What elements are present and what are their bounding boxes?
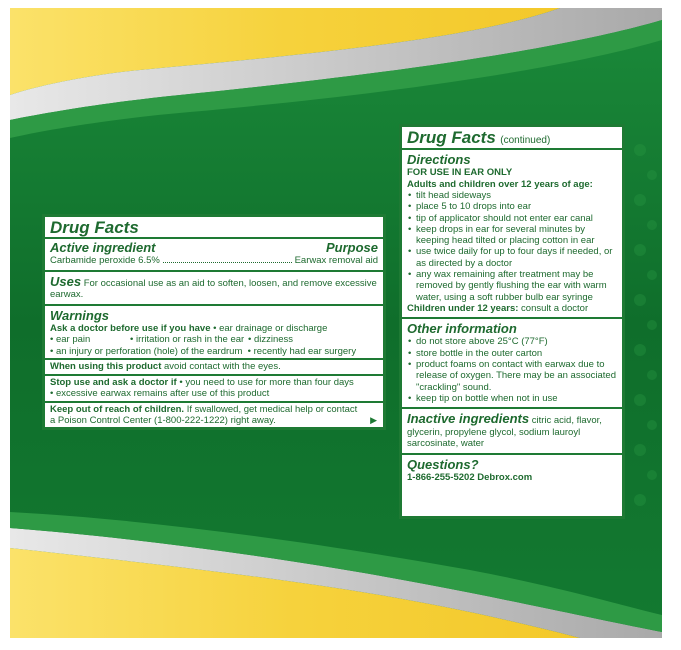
warnings-heading: Warnings — [50, 307, 109, 323]
directions-item: • tilt head sideways — [416, 190, 617, 201]
directions-list — [407, 190, 617, 303]
questions-section — [402, 455, 622, 487]
other-info-heading: Other information — [407, 321, 517, 337]
directions-item: • tip of applicator should not enter ear canal — [416, 213, 617, 224]
keep-out-text: If swallowed, get medical help or contact a Poison Control Center (1-800-222-1222) right away. — [50, 403, 358, 426]
ask-doctor-item: an injury or perforation (hole) of the eardrum — [55, 345, 243, 357]
warnings-section: Warnings Ask a doctor before use if you have • ear drainage or discharge • ear pain • irritation or rash in the ear • dizziness • an injury or perforation (hole) of the eardrum • recently had ear surgery — [45, 306, 383, 361]
stop-use-section: Stop use and ask a doctor if • you need to use for more than four days • excessive earwax remains after use of this product — [45, 376, 383, 403]
ask-doctor-item: irritation or rash in the ear — [135, 334, 245, 345]
left-drug-facts-panel — [42, 214, 386, 430]
directions-heading: Directions — [407, 152, 471, 167]
purpose-text: Earwax removal aid — [294, 255, 378, 266]
directions-item: • any wax remaining after treatment may be removed by gently flushing the ear with warm water, using a soft rubber bulb ear syringe — [416, 269, 617, 303]
inactive-ingredients-section — [402, 409, 622, 455]
other-info-list — [407, 336, 617, 404]
questions-heading: Questions? — [407, 456, 479, 472]
ask-doctor-item: ear drainage or discharge — [219, 322, 328, 334]
ask-doctor-item: dizziness — [253, 334, 294, 345]
inactive-heading: Inactive ingredients — [407, 411, 530, 427]
keep-out-label: Keep out of reach of children. — [50, 403, 185, 415]
stop-use-label: Stop use and ask a doctor if — [50, 376, 177, 388]
ask-doctor-item: ear pain — [55, 334, 91, 345]
ask-doctor-label: Ask a doctor before use if you have — [50, 322, 211, 334]
children-text: consult a doctor — [521, 302, 589, 314]
active-ingredient-heading: Active ingredient — [50, 240, 156, 255]
when-using-section — [45, 360, 383, 376]
inactive-text: citric acid, flavor, glycerin, propylene glycol, sodium lauroyl sarcosinate, water — [407, 415, 602, 450]
left-title: Drug Facts — [50, 218, 139, 237]
uses-section — [45, 272, 383, 306]
ingredient-text: Carbamide peroxide 6.5% — [50, 255, 160, 266]
continued-label: (continued) — [500, 135, 551, 146]
purpose-heading: Purpose — [325, 240, 378, 255]
continue-arrow-icon: ▶ — [370, 414, 377, 425]
dotted-leader — [163, 262, 292, 263]
phone-number: 1-866-255-5202 — [407, 471, 475, 483]
other-info-item: • do not store above 25°C (77°F) — [416, 336, 617, 347]
left-title-section — [45, 217, 383, 239]
stop-use-item: excessive earwax remains after use of this product — [55, 388, 270, 399]
stop-use-item: you need to use for more than four days — [185, 376, 354, 388]
directions-item: • use twice daily for up to four days if needed, or as directed by a doctor — [416, 246, 617, 269]
active-ingredient-section — [45, 239, 383, 272]
right-title: Drug Facts — [407, 128, 496, 147]
other-info-item: • store bottle in the outer carton — [416, 348, 617, 359]
website-text: Debrox.com — [477, 471, 533, 483]
children-label: Children under 12 years: — [407, 302, 519, 314]
directions-item: • keep drops in ear for several minutes by keeping head tilted or placing cotton in ear — [416, 224, 617, 247]
right-drug-facts-panel — [399, 124, 625, 519]
ask-doctor-item: recently had ear surgery — [253, 345, 357, 357]
directions-section — [402, 150, 622, 319]
other-info-item: • product foams on contact with earwax due to release of oxygen. There may be an associated "crackling" sound. — [416, 359, 617, 393]
other-info-section — [402, 319, 622, 409]
adults-label: Adults and children over 12 years of age: — [407, 178, 593, 190]
keep-out-section — [45, 403, 383, 430]
uses-heading: Uses — [50, 273, 82, 289]
ear-only-label: FOR USE IN EAR ONLY — [407, 167, 513, 178]
other-info-item: • keep tip on bottle when not in use — [416, 393, 617, 404]
right-title-section — [402, 127, 622, 150]
uses-text: For occasional use as an aid to soften, loosen, and remove excessive earwax. — [50, 277, 377, 300]
when-using-text: avoid contact with the eyes. — [164, 361, 281, 372]
directions-item: • place 5 to 10 drops into ear — [416, 201, 617, 212]
when-using-label: When using this product — [50, 361, 162, 372]
